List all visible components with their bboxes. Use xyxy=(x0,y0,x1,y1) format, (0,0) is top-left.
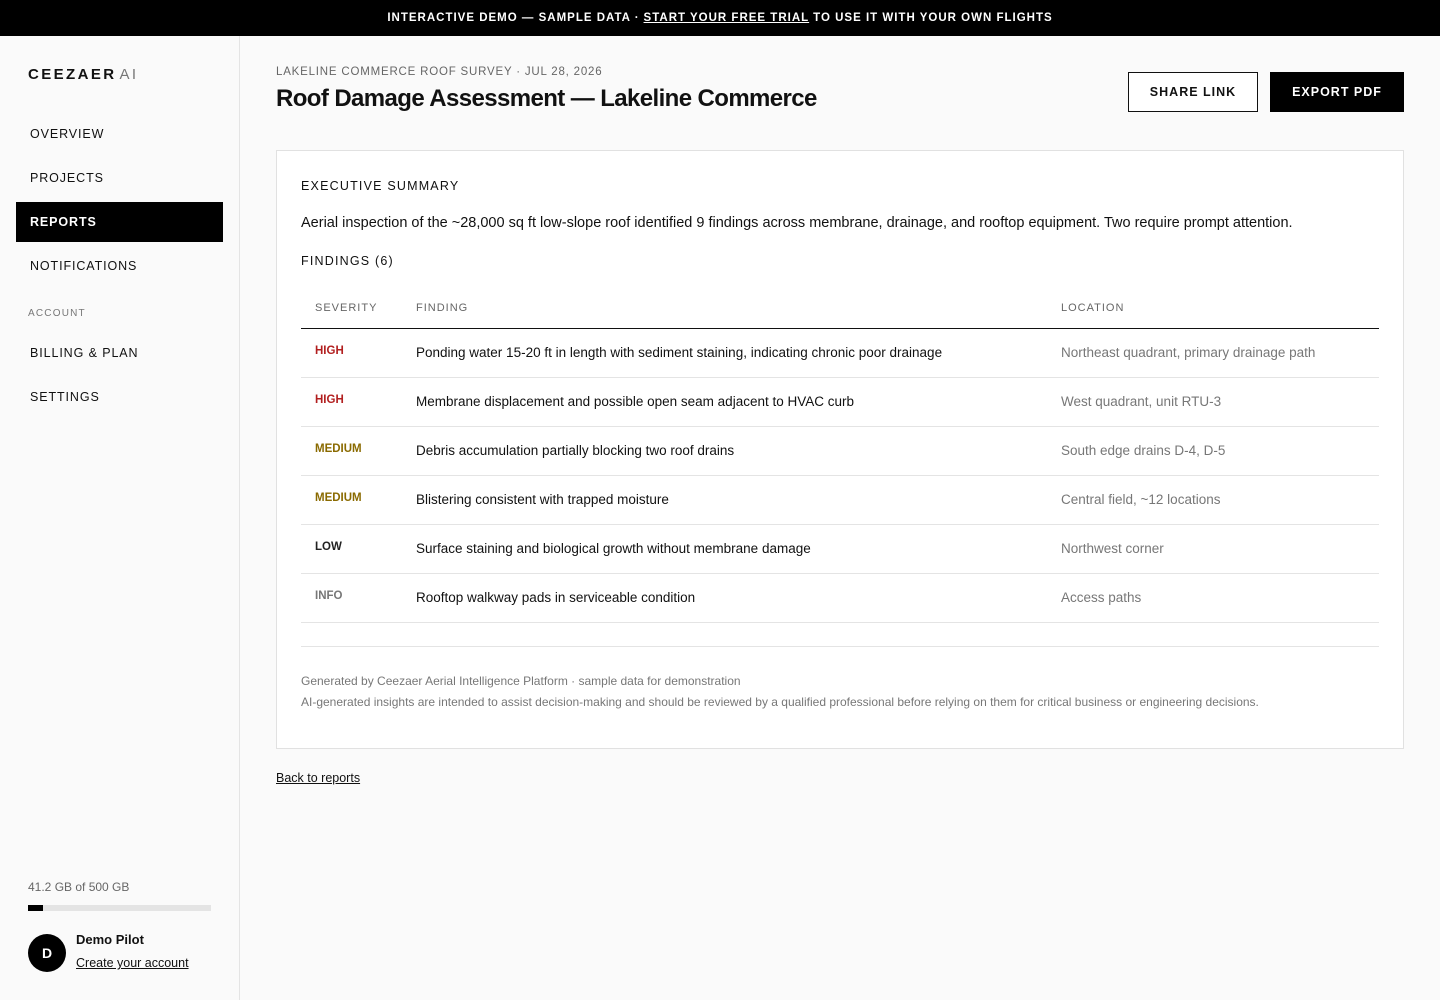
sidebar-item-reports[interactable] xyxy=(16,202,223,242)
severity-badge: MEDIUM xyxy=(315,443,362,455)
table-row xyxy=(301,476,1379,525)
storage-usage-fill xyxy=(28,905,43,911)
severity-badge: INFO xyxy=(315,590,343,602)
sidebar-item-label: OVERVIEW xyxy=(30,127,105,141)
storage-usage-bar xyxy=(28,905,211,911)
banner-prefix: INTERACTIVE DEMO — SAMPLE DATA · xyxy=(387,12,640,24)
location-text: Northwest corner xyxy=(1061,541,1164,556)
avatar: D xyxy=(28,934,66,972)
account-section-label: ACCOUNT xyxy=(28,308,86,319)
generated-by-note: Generated by Ceezaer Aerial Intelligence Platform · sample data for demonstration xyxy=(301,674,741,688)
create-account-link[interactable]: Create your account xyxy=(76,956,189,970)
sidebar-item-label: BILLING & PLAN xyxy=(30,346,139,360)
table-row xyxy=(301,378,1379,427)
severity-badge: MEDIUM xyxy=(315,492,362,504)
location-text: Northeast quadrant, primary drainage path xyxy=(1061,345,1316,360)
banner-suffix: TO USE IT WITH YOUR OWN FLIGHTS xyxy=(813,12,1053,24)
demo-banner xyxy=(0,0,1440,36)
column-header-severity: SEVERITY xyxy=(315,302,378,314)
location-text: West quadrant, unit RTU-3 xyxy=(1061,394,1222,409)
finding-text: Membrane displacement and possible open seam adjacent to HVAC curb xyxy=(416,394,854,409)
sidebar-item-notifications[interactable] xyxy=(16,246,223,286)
brand-logo[interactable] xyxy=(28,66,138,83)
free-trial-link[interactable]: START YOUR FREE TRIAL xyxy=(643,12,810,24)
page-title: Roof Damage Assessment — Lakeline Commerce xyxy=(276,85,817,112)
sidebar-item-projects[interactable] xyxy=(16,158,223,198)
table-row xyxy=(301,329,1379,378)
sidebar-item-settings[interactable] xyxy=(16,377,223,417)
report-footer xyxy=(301,646,1379,713)
sidebar-item-label: NOTIFICATIONS xyxy=(30,259,138,273)
back-to-reports-link[interactable]: Back to reports xyxy=(276,771,361,785)
report-card xyxy=(276,150,1404,749)
sidebar-item-overview[interactable] xyxy=(16,114,223,154)
column-header-location: LOCATION xyxy=(1061,302,1125,314)
finding-text: Ponding water 15-20 ft in length with sediment staining, indicating chronic poor drainage xyxy=(416,345,943,360)
storage-usage-text: 41.2 GB of 500 GB xyxy=(28,880,130,894)
table-header xyxy=(301,291,1379,329)
brand-name: CEEZAER xyxy=(28,66,117,83)
table-row xyxy=(301,574,1379,623)
finding-text: Rooftop walkway pads in serviceable condition xyxy=(416,590,696,605)
sidebar-item-label: REPORTS xyxy=(30,215,97,229)
severity-badge: HIGH xyxy=(315,394,344,406)
finding-text: Surface staining and biological growth without membrane damage xyxy=(416,541,811,556)
findings-table xyxy=(301,291,1379,623)
sidebar xyxy=(0,36,240,1000)
finding-text: Debris accumulation partially blocking two roof drains xyxy=(416,443,735,458)
finding-text: Blistering consistent with trapped moisture xyxy=(416,492,669,507)
executive-summary-text: Aerial inspection of the ~28,000 sq ft low-slope roof identified 9 findings across membrane, drainage, and rooftop equipment. Two require prompt attention. xyxy=(301,215,1293,231)
breadcrumb: LAKELINE COMMERCE ROOF SURVEY · JUL 28, 2026 xyxy=(276,66,603,78)
user-name: Demo Pilot xyxy=(76,932,144,947)
sidebar-item-billing[interactable] xyxy=(16,333,223,373)
severity-badge: HIGH xyxy=(315,345,344,357)
ai-disclaimer: AI-generated insights are intended to assist decision-making and should be reviewed by a qualified professional before relying on them for critical business or engineering decisions. xyxy=(301,695,1259,709)
share-link-button[interactable]: SHARE LINK xyxy=(1128,72,1258,112)
location-text: South edge drains D-4, D-5 xyxy=(1061,443,1226,458)
brand-suffix: AI xyxy=(119,66,139,83)
sidebar-item-label: PROJECTS xyxy=(30,171,104,185)
severity-badge: LOW xyxy=(315,541,342,553)
sidebar-item-label: SETTINGS xyxy=(30,390,100,404)
executive-summary-heading: EXECUTIVE SUMMARY xyxy=(301,179,460,193)
location-text: Access paths xyxy=(1061,590,1142,605)
location-text: Central field, ~12 locations xyxy=(1061,492,1221,507)
export-pdf-button[interactable]: EXPORT PDF xyxy=(1270,72,1404,112)
table-row xyxy=(301,427,1379,476)
column-header-finding: FINDING xyxy=(416,302,469,314)
findings-heading: FINDINGS (6) xyxy=(301,254,394,268)
table-row xyxy=(301,525,1379,574)
